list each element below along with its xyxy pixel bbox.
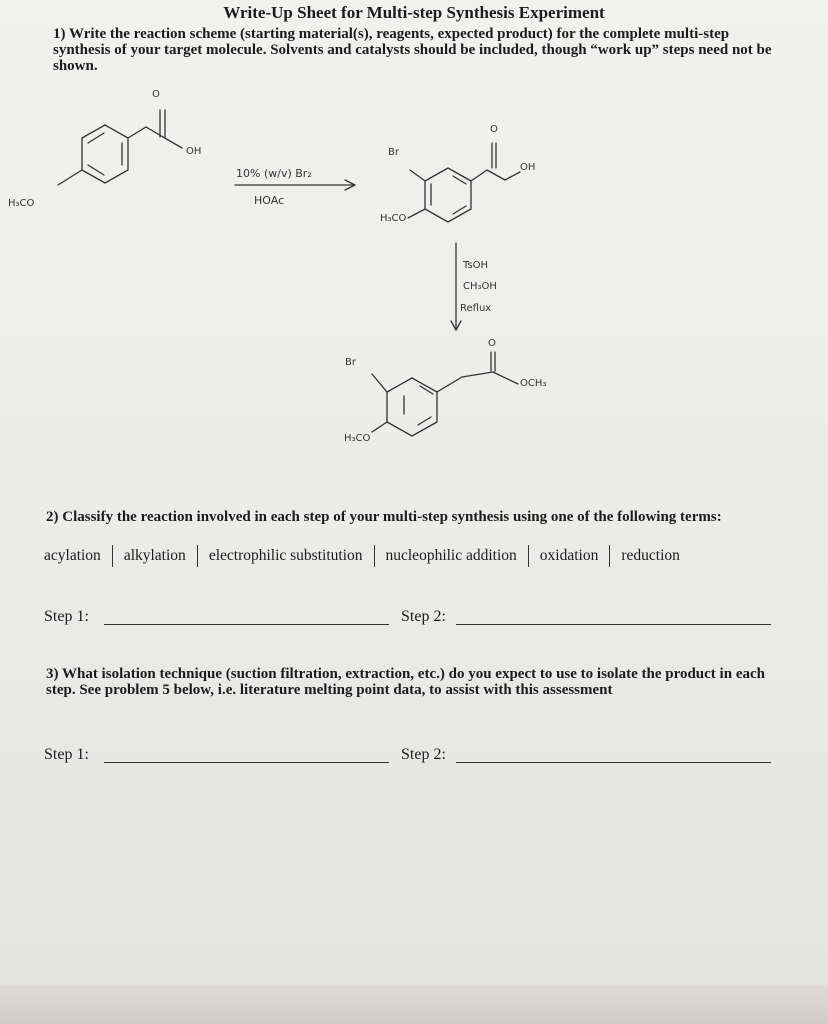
intermediate-structure [408, 143, 520, 222]
page-title: Write-Up Sheet for Multi-step Synthesis Experiment [223, 3, 605, 22]
step1-reagent-hoac: HOAc [254, 194, 285, 207]
benzene-ring [425, 168, 471, 222]
starting-material-structure [58, 110, 182, 185]
step2-reagent-reflux: Reflux [460, 303, 492, 314]
product-carbonyl-o: O [488, 338, 496, 349]
question-1-text: 1) Write the reaction scheme (starting material(s), reagents, expected product) for the complete multi-step synthesis of your target molecule. Solvents and catalysts should be included, though “work up” steps need not be shown. [53, 26, 772, 74]
benzene-ring [387, 378, 437, 436]
term-nucleophilic-addition: nucleophilic addition [385, 547, 517, 564]
q2-step2-answer-line[interactable] [456, 624, 771, 625]
start-oh-label: OH [186, 146, 202, 157]
question-2-text: 2) Classify the reaction involved in each step of your multi-step synthesis using one of the following terms: [46, 509, 722, 525]
product-h3co-label: H₃CO [344, 433, 371, 444]
start-h3co-label: H₃CO [8, 198, 35, 209]
step2-reagent-tsoh: TsOH [463, 260, 489, 271]
intermediate-br-label: Br [388, 147, 399, 158]
q2-step1-label: Step 1: [44, 608, 89, 625]
q2-step2-label: Step 2: [401, 608, 446, 625]
step1-reagent-bromine: 10% (w/v) Br₂ [236, 167, 312, 180]
term-acylation: acylation [44, 547, 101, 564]
product-br-label: Br [345, 357, 356, 368]
product-och3-label: OCH₃ [520, 378, 547, 389]
intermediate-oh-label: OH [520, 162, 536, 173]
q3-step1-answer-line[interactable] [104, 762, 389, 763]
step1-arrow [235, 180, 355, 190]
reaction-terms-list [44, 545, 784, 567]
term-divider [374, 545, 375, 567]
question-3-text: 3) What isolation technique (suction filtration, extraction, etc.) do you expect to use to isolate the product in each step. See problem 5 below, i.e. literature melting point data, to assist with this assessment [46, 666, 765, 698]
start-carbonyl-o: O [152, 89, 160, 100]
intermediate-carbonyl-o: O [490, 124, 498, 135]
product-structure [372, 352, 518, 436]
q3-step1-label: Step 1: [44, 746, 89, 763]
term-alkylation: alkylation [123, 547, 186, 564]
term-reduction: reduction [621, 547, 680, 564]
step2-reagent-methanol: CH₃OH [463, 281, 497, 292]
term-divider [197, 545, 198, 567]
term-divider [528, 545, 529, 567]
term-electrophilic-substitution: electrophilic substitution [208, 547, 363, 564]
intermediate-h3co-label: H₃CO [380, 213, 407, 224]
q3-step2-label: Step 2: [401, 746, 446, 763]
step2-arrow [451, 243, 461, 330]
benzene-ring [82, 125, 128, 183]
term-divider [609, 545, 610, 567]
q2-step1-answer-line[interactable] [104, 624, 389, 625]
term-divider [112, 545, 113, 567]
q3-step2-answer-line[interactable] [456, 762, 771, 763]
term-oxidation: oxidation [539, 547, 599, 564]
